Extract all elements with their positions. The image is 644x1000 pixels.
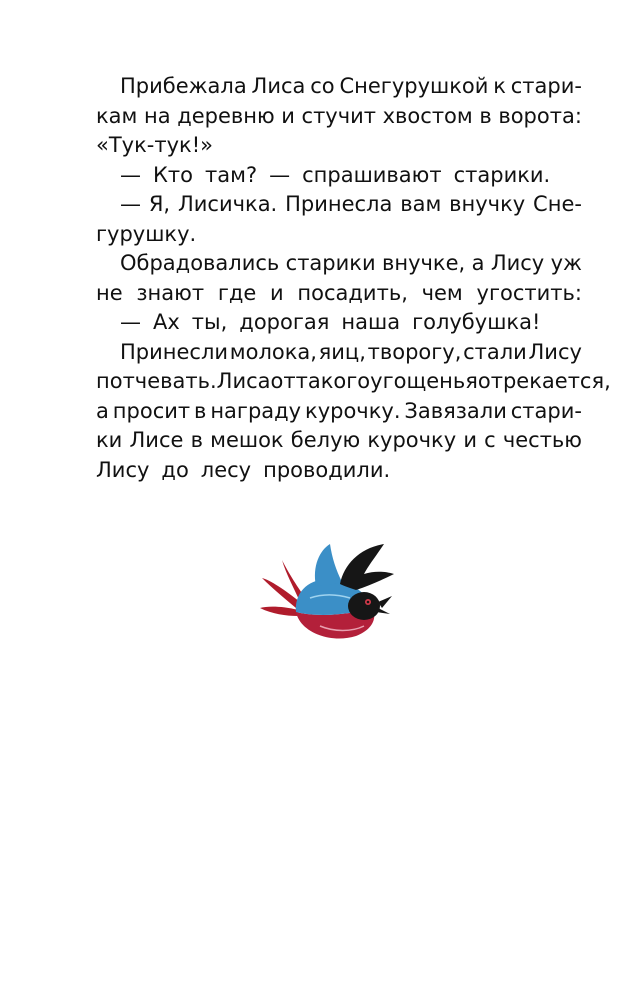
word: Снегурушкой [339, 74, 489, 98]
word: деревню [177, 103, 275, 128]
text-line [96, 72, 582, 102]
text-line [96, 426, 582, 456]
word: Я, [148, 192, 171, 216]
word: где [217, 280, 257, 305]
word: старики. [453, 162, 551, 187]
word: Лисе [129, 428, 184, 452]
text-line [96, 279, 582, 309]
word: Лису [528, 339, 582, 364]
word: ворота: [498, 103, 582, 128]
word: кам [96, 103, 138, 128]
word: Принесли [120, 339, 229, 364]
word: честью [502, 428, 582, 452]
text-line [96, 367, 611, 397]
word: от [270, 369, 296, 393]
word: — [120, 162, 141, 187]
text-line [96, 397, 582, 427]
word: творогу, [367, 339, 462, 364]
bird-eye-pupil [367, 601, 370, 604]
word: Ах [153, 310, 180, 334]
bird-tail-feather [260, 607, 298, 616]
word: Лисичка. [177, 192, 278, 216]
word: Лису [490, 251, 545, 275]
word: вам [400, 192, 442, 216]
word: стари- [510, 398, 582, 423]
word: наша [341, 310, 401, 334]
bird-beak [378, 596, 392, 608]
bird-beak-lower [376, 608, 390, 614]
text-line [96, 220, 582, 250]
word: белую [290, 428, 361, 452]
word: Прибежала [120, 74, 247, 98]
word: к [493, 74, 506, 98]
text-line [96, 456, 582, 486]
word: Завязали [404, 398, 507, 423]
word: Сне- [533, 192, 582, 216]
bird-wing-blue [315, 544, 342, 586]
text-line [96, 102, 582, 132]
word: чем [421, 280, 463, 305]
bird-head [348, 592, 380, 620]
word: — [120, 192, 141, 216]
text-line [96, 249, 582, 279]
text-line [96, 131, 582, 161]
word: ки [96, 428, 123, 452]
word: в [194, 398, 207, 423]
word: в [479, 103, 492, 128]
word: такого [295, 369, 371, 393]
word: ты, [191, 310, 228, 334]
word: Обрадовались [120, 251, 280, 275]
word: молока, [229, 339, 317, 364]
word: Лиса [216, 369, 271, 393]
word: проводили. [263, 457, 391, 482]
word: Лиса [251, 74, 306, 98]
text-line [96, 338, 582, 368]
word: стари- [510, 74, 582, 98]
word: стучит [301, 103, 377, 128]
word: уж [550, 251, 582, 275]
word: угостить: [476, 280, 582, 305]
word: Кто [153, 162, 193, 187]
word: стали [463, 339, 527, 364]
word: на [144, 103, 171, 128]
word: яиц, [318, 339, 366, 364]
word: Лису [96, 457, 150, 482]
word: знают [136, 280, 205, 305]
word: хвостом [382, 103, 473, 128]
word: потчевать. [96, 369, 217, 393]
word: — [120, 310, 141, 334]
word: и [281, 103, 295, 128]
word: старики [285, 251, 376, 275]
word: отрекается, [477, 369, 611, 393]
word: внучке, [381, 251, 466, 275]
word: курочку. [305, 398, 401, 423]
word: там? [205, 162, 258, 187]
word: не [96, 280, 123, 305]
word: а [471, 251, 485, 275]
word: с [484, 428, 496, 452]
bird-wing-black [340, 544, 394, 590]
word: награду [210, 398, 302, 423]
word: а [96, 398, 109, 423]
text-line [96, 190, 582, 220]
word: просит [112, 398, 191, 423]
word: голубушка! [412, 310, 541, 334]
word: Принесла [285, 192, 393, 216]
text-line [96, 161, 582, 191]
word: в [190, 428, 203, 452]
word: и [270, 280, 284, 305]
word: посадить, [297, 280, 408, 305]
word: курочку [367, 428, 457, 452]
word: гурушку. [96, 221, 197, 246]
bird-illustration [260, 540, 400, 650]
word: лесу [200, 457, 252, 482]
word: внучку [449, 192, 526, 216]
word: дорогая [239, 310, 330, 334]
story-text [96, 72, 611, 485]
word: со [310, 74, 335, 98]
word: до [161, 457, 189, 482]
word: и [463, 428, 477, 452]
word: спрашивают [302, 162, 442, 187]
text-line [96, 308, 582, 338]
word: — [269, 162, 291, 187]
word: мешок [210, 428, 284, 452]
word: угощенья [370, 369, 478, 393]
word: «Тук-тук!» [96, 133, 213, 157]
